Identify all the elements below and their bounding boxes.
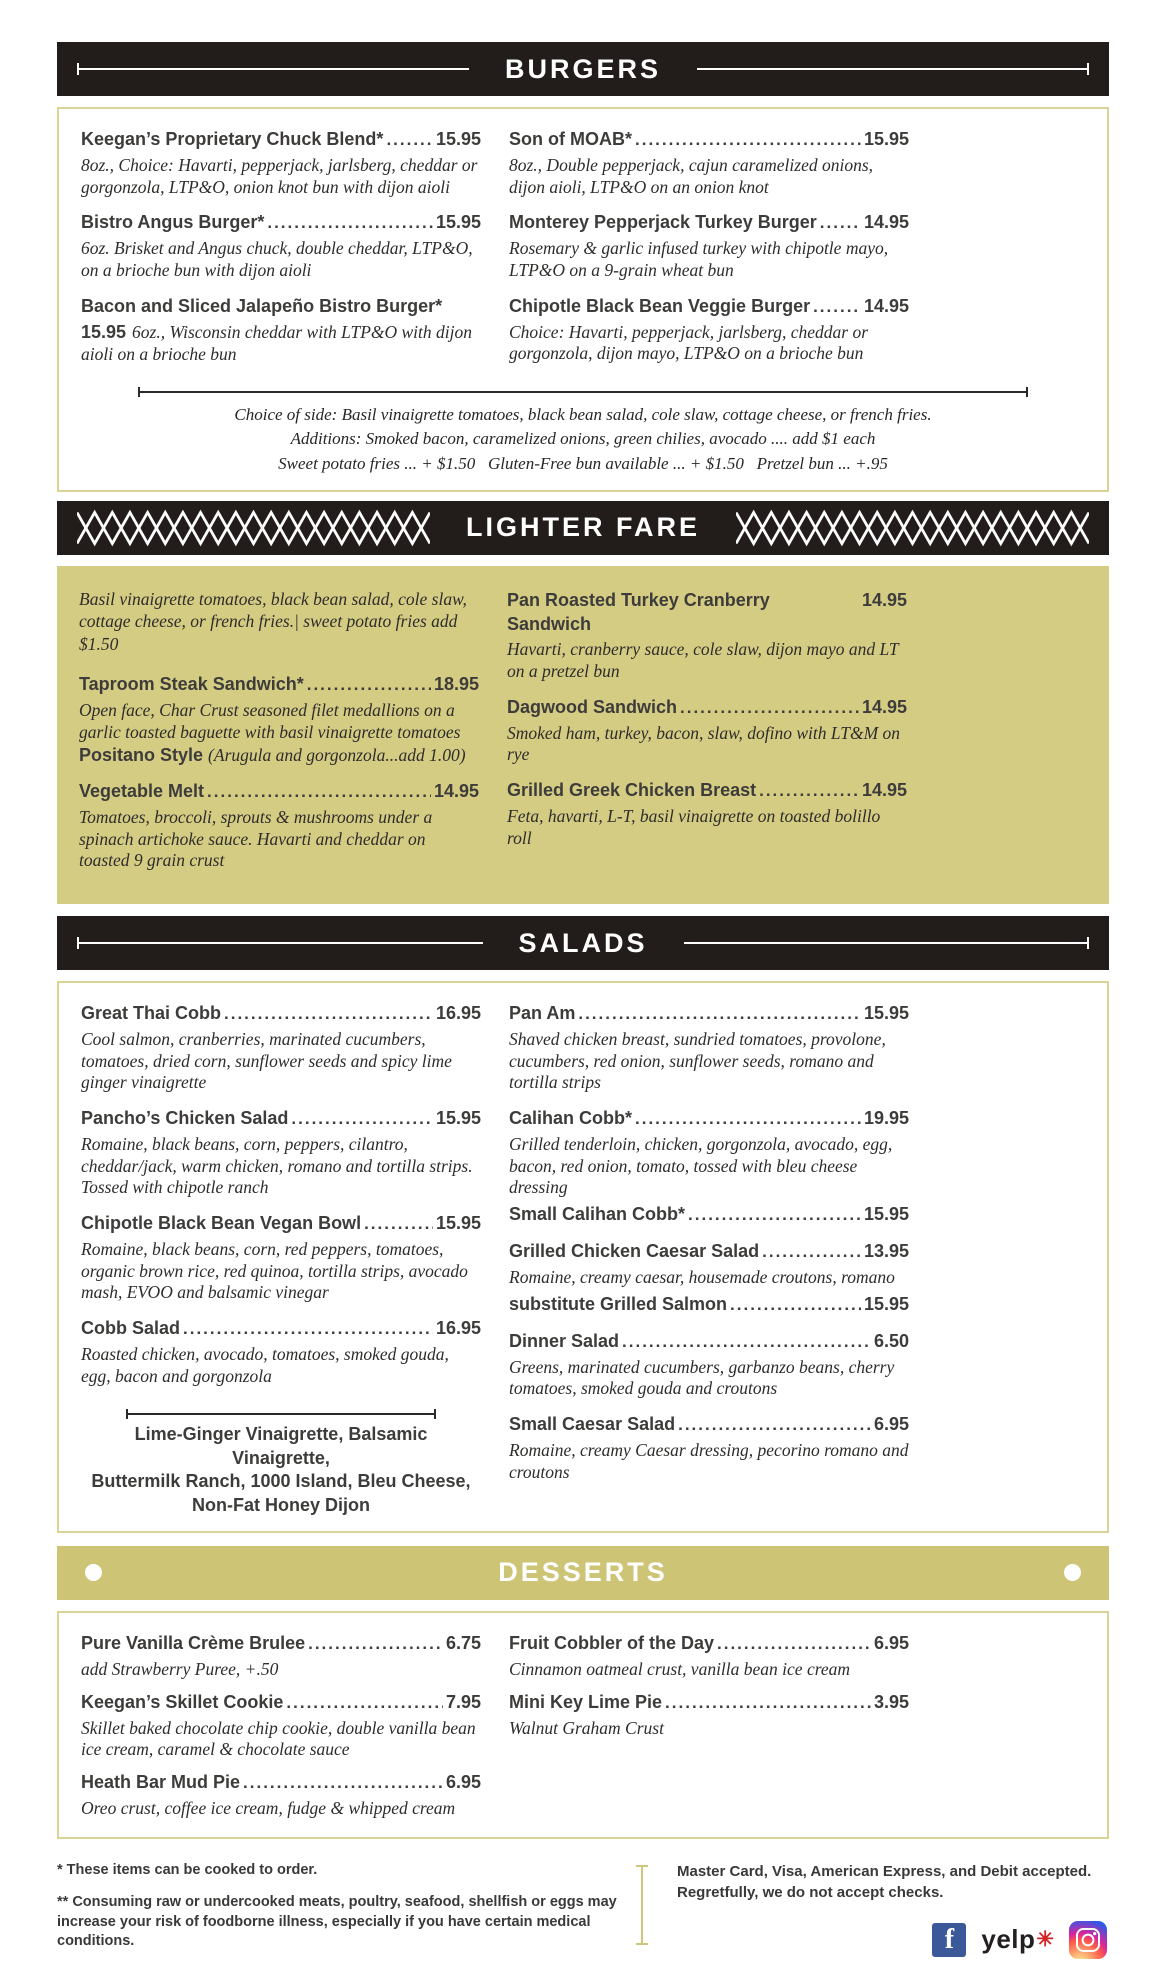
item-price: 14.95 xyxy=(863,212,909,233)
desserts-columns xyxy=(59,1613,1107,1837)
item-desc: Walnut Graham Crust xyxy=(509,1717,664,1738)
item-desc: Choice: Havarti, pepperjack, jarlsberg, cheddar or gorgonzola, dijon mayo, LTP&O on a brioche bun xyxy=(509,321,869,364)
footer xyxy=(57,1849,1109,1965)
item-desc: Roasted chicken, avocado, tomatoes, smoked gouda, egg, bacon and gorgonzola xyxy=(81,1344,449,1386)
footnote-rule xyxy=(138,391,1027,393)
burgers-columns xyxy=(59,109,1107,385)
item-price: 15.95 xyxy=(435,129,481,149)
zigzag-pattern-right xyxy=(736,509,1089,547)
item-price: 16.95 xyxy=(435,1318,481,1339)
item-name-price xyxy=(507,695,907,720)
text-line: Additions: Smoked bacon, caramelized onions, green chilies, avocado .... add $1 each xyxy=(290,429,876,449)
item-desc: add Strawberry Puree, +.50 xyxy=(81,1658,279,1679)
item-name-price xyxy=(509,210,909,235)
item-desc: Tomatoes, broccoli, sprouts & mushrooms under a spinach artichoke sauce. Havarti and cheddar on toasted 9 grain crust xyxy=(79,807,433,871)
dot-leader xyxy=(291,1106,433,1131)
item-name-price xyxy=(79,779,479,804)
item-price: 3.95 xyxy=(873,1691,909,1712)
salads-section xyxy=(57,981,1109,1533)
burgers-title: BURGERS xyxy=(505,53,662,84)
item-desc: 15.95 6oz., Wisconsin cheddar with LTP&O with dijon aioli on a brioche bun xyxy=(81,321,472,364)
item-name: Son of MOAB* xyxy=(509,129,632,149)
item-desc: Havarti, cranberry sauce, cole slaw, dijon mayo and LT on a pretzel bun xyxy=(507,639,899,681)
menu-item xyxy=(81,294,481,366)
item-extra-line xyxy=(79,744,479,767)
dot-icon-left xyxy=(85,1564,102,1581)
item-name: Monterey Pepperjack Turkey Burger xyxy=(509,212,817,233)
lighter-fare-column-left xyxy=(79,588,479,884)
item-name-price xyxy=(81,1631,481,1656)
item-name-price xyxy=(507,588,907,637)
item-desc: Shaved chicken breast, sundried tomatoes, provolone, cucumbers, red onion, sunflower seeds, romano and tortilla strips xyxy=(509,1029,886,1093)
item-desc: Greens, marinated cucumbers, garbanzo beans, cherry tomatoes, smoked gouda and croutons xyxy=(509,1356,895,1399)
menu-item xyxy=(509,127,909,198)
dot-icon-right xyxy=(1064,1564,1081,1581)
item-price: 13.95 xyxy=(863,1241,909,1261)
dot-leader xyxy=(665,1690,871,1715)
yelp-icon[interactable] xyxy=(981,1924,1054,1955)
dot-leader xyxy=(759,778,859,803)
item-name: Taproom Steak Sandwich* xyxy=(79,673,304,694)
dot-leader xyxy=(730,1292,861,1317)
lighter-fare-columns xyxy=(57,566,1109,904)
menu-item xyxy=(81,1316,481,1387)
item-price: 14.95 xyxy=(863,295,909,316)
burgers-column-right xyxy=(509,127,909,377)
item-price: 15.95 xyxy=(863,1003,909,1024)
menu-item xyxy=(509,1239,909,1317)
burgers-column-left xyxy=(81,127,481,377)
item-name-price xyxy=(507,778,907,803)
text-line: Choice of side: Basil vinaigrette tomatoes, black bean salad, cole slaw, cottage cheese, or french fries. xyxy=(234,405,932,425)
item-name: Small Calihan Cobb* xyxy=(509,1204,686,1225)
menu-item xyxy=(81,1106,481,1199)
burgers-section xyxy=(57,107,1109,492)
item-name-price xyxy=(509,1412,909,1437)
item-name: Pure Vanilla Crème Brulee xyxy=(81,1632,306,1653)
dot-leader xyxy=(688,1202,861,1227)
item-name: Pan Roasted Turkey Cranberry Sandwich xyxy=(507,589,770,634)
item-name: Pan Am xyxy=(509,1003,576,1024)
item-desc: 6oz. Brisket and Angus chuck, double cheddar, LTP&O, on a brioche bun with dijon aioli xyxy=(81,238,473,280)
lighter-fare-column-right xyxy=(507,588,907,884)
dot-leader xyxy=(224,1001,433,1026)
menu-item xyxy=(509,1001,909,1094)
cooked-to-order-note: * These items can be cooked to order. xyxy=(57,1861,318,1878)
item-desc: 8oz., Double pepperjack, cajun caramelized onions, dijon aioli, LTP&O on an onion knot xyxy=(509,154,874,197)
menu-item xyxy=(509,1412,909,1483)
desserts-column-left xyxy=(81,1631,481,1829)
item-name: Great Thai Cobb xyxy=(81,1003,222,1024)
footer-divider xyxy=(641,1865,643,1945)
item-name-price xyxy=(509,1631,909,1656)
dot-leader xyxy=(267,210,433,235)
dot-leader xyxy=(680,695,859,720)
item-price: 15.95 xyxy=(435,1213,481,1234)
item-name: Pancho’s Chicken Salad xyxy=(81,1108,289,1129)
text-line: Sweet potato fries ... + $1.50 Gluten-Free bun available ... + $1.50 Pretzel bun ... +.95 xyxy=(278,453,888,473)
dressings-lines xyxy=(87,1423,475,1517)
item-desc: Romaine, creamy caesar, housemade croutons, romano xyxy=(509,1266,895,1287)
menu-item xyxy=(509,1329,909,1400)
item-name-price xyxy=(509,1239,909,1264)
dot-leader xyxy=(678,1412,871,1437)
burgers-footnote xyxy=(59,385,1107,489)
item-desc: Rosemary & garlic infused turkey with chipotle mayo, LTP&O on a 9-grain wheat bun xyxy=(509,238,889,280)
dot-leader xyxy=(717,1631,871,1656)
desserts-column-right xyxy=(509,1631,909,1829)
menu-item xyxy=(507,695,907,766)
desserts-section xyxy=(57,1611,1109,1839)
item-name-price xyxy=(79,672,479,697)
yelp-wordmark: yelp xyxy=(981,1924,1036,1954)
menu-item xyxy=(81,1770,481,1820)
item-name-price xyxy=(81,1770,481,1795)
item-price-inline: 15.95 xyxy=(81,321,127,342)
item-price: 6.75 xyxy=(445,1632,481,1653)
dot-leader xyxy=(286,1690,443,1715)
item-desc: Grilled tenderloin, chicken, gorgonzola, avocado, egg, bacon, red onion, tomato, tossed with bleu cheese dressing xyxy=(509,1134,893,1198)
menu-item xyxy=(509,294,909,365)
item-price: 14.95 xyxy=(861,589,907,610)
desserts-header-bar xyxy=(57,1546,1109,1600)
item-price: 15.95 xyxy=(863,1293,909,1314)
dot-leader xyxy=(762,1239,861,1264)
menu-item xyxy=(81,127,481,198)
item-name: Bistro Angus Burger* xyxy=(81,212,265,233)
item-name: Mini Key Lime Pie xyxy=(509,1691,663,1712)
item-price: 7.95 xyxy=(445,1691,481,1712)
item-name-price xyxy=(81,1211,481,1236)
social-icons xyxy=(677,1921,1109,1959)
yelp-burst-icon: ✳ xyxy=(1036,1928,1054,1951)
salads-column-left xyxy=(81,1001,481,1517)
menu-item xyxy=(507,778,907,849)
dot-leader xyxy=(635,1106,861,1131)
item-desc: Romaine, creamy Caesar dressing, pecorino romano and croutons xyxy=(509,1439,909,1482)
item-price: 14.95 xyxy=(861,779,907,800)
header-rule-left xyxy=(77,68,469,70)
item-desc: Cool salmon, cranberries, marinated cucumbers, tomatoes, dried corn, sunflower seeds and spicy lime ginger vinaigrette xyxy=(81,1029,452,1093)
text-line: Buttermilk Ranch, 1000 Island, Bleu Cheese, xyxy=(91,1471,471,1492)
item-name: Fruit Cobbler of the Day xyxy=(509,1632,715,1653)
item-name: Chipotle Black Bean Veggie Burger xyxy=(509,295,811,316)
menu-item xyxy=(509,210,909,281)
item-price: 15.95 xyxy=(435,1108,481,1129)
item-name: Cobb Salad xyxy=(81,1318,181,1339)
dot-leader xyxy=(183,1316,433,1341)
header-rule-right xyxy=(697,68,1089,70)
item-desc: Open face, Char Crust seasoned filet medallions on a garlic toasted baguette with basil vinaigrette tomatoes xyxy=(79,699,461,742)
item-name: Dinner Salad xyxy=(509,1330,620,1351)
facebook-letter: f xyxy=(944,1923,955,1955)
menu-item xyxy=(81,210,481,281)
item-name-price xyxy=(81,210,481,235)
lighter-fare-title: LIGHTER FARE xyxy=(466,512,701,543)
dot-leader xyxy=(578,1001,861,1026)
item-price: 6.50 xyxy=(873,1330,909,1351)
item-name-price xyxy=(81,294,481,318)
dot-leader xyxy=(307,672,431,697)
consumer-advisory-note: ** Consuming raw or undercooked meats, poultry, seafood, shellfish or eggs may increase your risk of foodborne illness, especially if you have certain medical conditions. xyxy=(57,1894,617,1950)
item-extra-bold: Positano Style xyxy=(79,745,209,766)
dot-leader xyxy=(308,1631,443,1656)
instagram-icon[interactable] xyxy=(1069,1921,1107,1959)
dot-leader xyxy=(622,1329,871,1354)
lighter-fare-header-bar xyxy=(57,501,1109,555)
footer-payment-block xyxy=(677,1861,1109,1965)
zigzag-pattern-left xyxy=(77,509,430,547)
item-name-price xyxy=(509,1106,909,1131)
item-name: Heath Bar Mud Pie xyxy=(81,1771,241,1792)
item-extra-italic: (Arugula and gorgonzola...add 1.00) xyxy=(208,745,466,766)
dot-leader xyxy=(820,210,861,235)
item-subitem xyxy=(509,1292,909,1317)
item-desc: Romaine, black beans, corn, peppers, cilantro, cheddar/jack, warm chicken, romano and tortilla strips. Tossed with chipotle ranch xyxy=(81,1134,473,1198)
item-name: Chipotle Black Bean Vegan Bowl xyxy=(81,1213,362,1234)
menu-item xyxy=(81,1211,481,1304)
menu-item xyxy=(81,1690,481,1761)
footer-disclaimers xyxy=(57,1861,617,1965)
item-name: Keegan’s Proprietary Chuck Blend* xyxy=(81,129,384,149)
item-name: Small Caesar Salad xyxy=(509,1413,676,1434)
item-name: Dagwood Sandwich xyxy=(507,696,678,717)
item-price: 6.95 xyxy=(445,1771,481,1792)
item-price: 15.95 xyxy=(863,1204,909,1225)
item-price: 19.95 xyxy=(863,1108,909,1129)
item-name-price xyxy=(81,1001,481,1026)
menu-item xyxy=(509,1690,909,1740)
salads-title: SALADS xyxy=(518,927,648,958)
desserts-title: DESSERTS xyxy=(498,1557,668,1588)
dot-leader xyxy=(386,127,433,152)
item-name: Keegan’s Skillet Cookie xyxy=(81,1691,284,1712)
dot-leader xyxy=(813,294,861,319)
item-price: 14.95 xyxy=(861,696,907,717)
item-desc: 8oz., Choice: Havarti, pepperjack, jarlsberg, cheddar or gorgonzola, LTP&O, onion knot bun with dijon aioli xyxy=(81,154,478,197)
salads-column-right xyxy=(509,1001,909,1517)
text-line: Non-Fat Honey Dijon xyxy=(192,1494,370,1515)
header-rule-left xyxy=(77,942,483,944)
dressings-footnote xyxy=(81,1413,481,1517)
menu-item xyxy=(81,1001,481,1094)
item-name-price xyxy=(509,1329,909,1354)
item-name: Vegetable Melt xyxy=(79,781,205,802)
item-name: substitute Grilled Salmon xyxy=(509,1293,728,1314)
item-desc: Oreo crust, coffee ice cream, fudge & whipped cream xyxy=(81,1797,456,1818)
menu-item xyxy=(79,672,479,767)
instagram-camera-glyph xyxy=(1075,1927,1101,1953)
dot-leader xyxy=(207,779,431,804)
item-price: 18.95 xyxy=(433,673,479,694)
item-name-price xyxy=(81,1316,481,1341)
menu-item xyxy=(507,588,907,683)
item-name-price xyxy=(81,1690,481,1715)
item-price: 15.95 xyxy=(863,129,909,149)
item-name: Bacon and Sliced Jalapeño Bistro Burger* xyxy=(81,295,443,316)
menu-item xyxy=(79,779,479,872)
item-price: 6.95 xyxy=(873,1413,909,1434)
salads-columns xyxy=(59,983,1107,1525)
footnote-rule xyxy=(126,1413,436,1415)
item-price: 6.95 xyxy=(873,1632,909,1653)
item-desc: Smoked ham, turkey, bacon, slaw, dofino with LT&M on rye xyxy=(507,722,901,765)
text-line: Lime-Ginger Vinaigrette, Balsamic Vinaigrette, xyxy=(134,1424,428,1468)
item-price: 16.95 xyxy=(435,1003,481,1024)
item-subitem xyxy=(509,1202,909,1227)
item-desc: Feta, havarti, L-T, basil vinaigrette on toasted bolillo roll xyxy=(507,805,881,848)
salads-items-left xyxy=(81,1001,481,1387)
item-price: 14.95 xyxy=(433,781,479,802)
dot-leader xyxy=(243,1770,443,1795)
item-name: Calihan Cobb* xyxy=(509,1108,633,1129)
item-name-price xyxy=(81,127,481,152)
column-intro: Basil vinaigrette tomatoes, black bean salad, cole slaw, cottage cheese, or french fries.| sweet potato fries add $1.50 xyxy=(79,588,467,655)
item-name-price xyxy=(509,1690,909,1715)
item-desc: Skillet baked chocolate chip cookie, double vanilla bean ice cream, caramel & chocolate sauce xyxy=(81,1717,476,1760)
menu-item xyxy=(509,1106,909,1227)
item-desc: Romaine, black beans, corn, red peppers, tomatoes, organic brown rice, red quinoa, tortilla strips, avocado mash, EVOO and balsamic vinegar xyxy=(81,1239,468,1303)
payment-note: Master Card, Visa, American Express, and Debit accepted. Regretfully, we do not accept checks. xyxy=(677,1862,1092,1901)
item-name-price xyxy=(509,127,909,152)
dot-leader xyxy=(635,127,861,152)
item-name-price xyxy=(509,294,909,319)
item-name: Grilled Greek Chicken Breast xyxy=(507,779,757,800)
item-name: Grilled Chicken Caesar Salad xyxy=(509,1241,760,1261)
menu-item xyxy=(81,1631,481,1681)
burgers-header-bar xyxy=(57,42,1109,96)
item-desc: Cinnamon oatmeal crust, vanilla bean ice cream xyxy=(509,1658,851,1679)
item-price: 15.95 xyxy=(435,212,481,233)
burgers-footnote-lines xyxy=(89,403,1077,475)
menu-item xyxy=(509,1631,909,1681)
facebook-icon[interactable] xyxy=(932,1923,966,1957)
lighter-fare-section xyxy=(57,566,1109,904)
item-name-price xyxy=(81,1106,481,1131)
dot-leader xyxy=(364,1211,433,1236)
header-rule-right xyxy=(684,942,1090,944)
salads-header-bar xyxy=(57,916,1109,970)
item-name-price xyxy=(509,1001,909,1026)
